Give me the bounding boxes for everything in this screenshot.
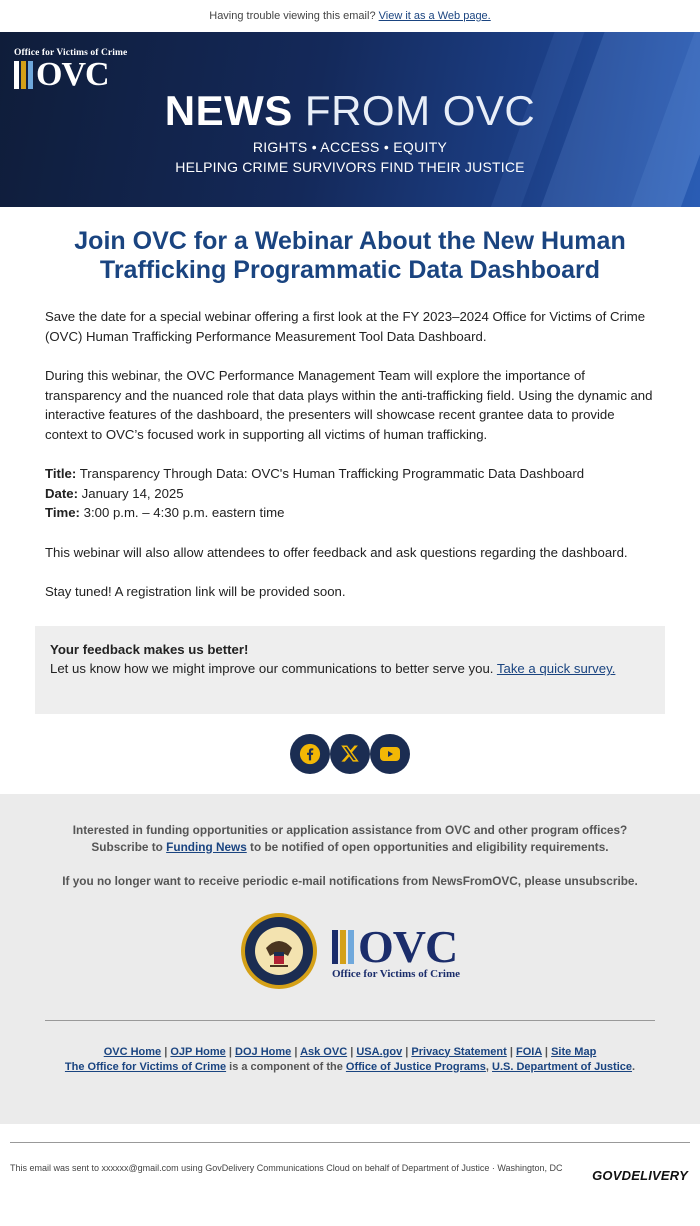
survey-link[interactable]: Take a quick survey. (496, 661, 616, 676)
link-site-map[interactable]: Site Map (551, 1045, 597, 1058)
youtube-icon[interactable] (370, 734, 410, 774)
link-foia[interactable]: FOIA (515, 1045, 542, 1058)
link-usa-gov[interactable]: USA.gov (356, 1045, 403, 1058)
funding-info (0, 822, 700, 856)
x-icon[interactable] (330, 734, 370, 774)
funding-news-link[interactable]: Funding News (166, 839, 247, 854)
article-paragraph-3: This webinar will also allow attendees to offer feedback and ask questions regarding the dashboard. (45, 544, 628, 560)
feedback-text: Let us know how we might improve our communications to better serve you. (50, 661, 494, 676)
footer-links: OVC Home | OJP Home | DOJ Home | Ask OVC | USA.gov | Privacy Statement | FOIA | Site Map The Office for Victims of Crime is a component of the Office of Justice Programs, U.S. Department of Justice. (64, 1045, 636, 1073)
funding-pre: Subscribe to (91, 839, 163, 854)
ovc-logo-text: OVC (36, 56, 109, 93)
article-paragraph-2: During this webinar, the OVC Performance Management Team will explore the importance of transparency and the nuanced role that data plays within the anti-trafficking field. Using the dynamic and interactive features of the dashboard, the presenters will showcase recent grantee data to provide context to OVC’s focused work in supporting all victims of human trafficking. (45, 368, 653, 442)
article-headline: Join OVC for a Webinar About the New Human Trafficking Programmatic Data Dashboard (74, 227, 626, 284)
ovc-bars-icon (14, 61, 33, 89)
title-label: Title: (45, 466, 77, 481)
link-ojp-home[interactable]: OJP Home (170, 1045, 226, 1058)
link-doj[interactable]: U.S. Department of Justice (492, 1060, 633, 1073)
footer-divider (45, 1020, 655, 1021)
feedback-heading: Your feedback makes us better! (50, 641, 249, 657)
date-label: Date: (45, 485, 78, 501)
time-label: Time: (45, 505, 80, 520)
tagline-mission: HELPING CRIME SURVIVORS FIND THEIR JUSTICE (175, 159, 525, 175)
ovc-logo-sub: Office for Victims of Crime (331, 967, 461, 980)
facebook-icon[interactable] (290, 734, 330, 774)
govdelivery-logo[interactable]: GOVDELIVERY (592, 1167, 688, 1183)
link-ovc-home[interactable]: OVC Home (103, 1045, 162, 1058)
title-bold: NEWS (164, 87, 293, 134)
article-paragraph-1: Save the date for a special webinar offering a first look at the FY 2023–2024 Office for Victims of Crime (OVC) Human Trafficking Performance Measurement Tool Data Dashboard. (45, 309, 646, 344)
webinar-date: January 14, 2025 (81, 485, 184, 501)
funding-post: to be notified of open opportunities and eligibility requirements. (250, 839, 609, 854)
unsubscribe-text[interactable]: If you no longer want to receive periodic e-mail notifications from NewsFromOVC, please unsubscribe. (62, 873, 638, 888)
link-doj-home[interactable]: DOJ Home (235, 1045, 292, 1058)
webinar-title: Transparency Through Data: OVC's Human Trafficking Programmatic Data Dashboard (79, 466, 585, 481)
component-text: is a component of the (229, 1060, 343, 1073)
bottom-divider (10, 1142, 690, 1143)
ovc-bars-large-icon (332, 930, 354, 964)
link-privacy[interactable]: Privacy Statement (411, 1045, 507, 1058)
ovc-logo-large[interactable] (331, 920, 461, 980)
social-links (0, 734, 700, 794)
webinar-time: 3:00 p.m. – 4:30 p.m. eastern time (83, 505, 285, 520)
ovc-logo-large-text: OVC (357, 920, 458, 972)
link-ovc-component[interactable]: The Office for Victims of Crime (64, 1060, 227, 1073)
footer (0, 794, 700, 1124)
feedback-box (35, 626, 665, 714)
govdelivery-footer (0, 1124, 700, 1194)
newsletter-title (0, 87, 700, 175)
article-paragraph-4: Stay tuned! A registration link will be provided soon. (45, 584, 346, 599)
sent-to-text: This email was sent to xxxxxx@gmail.com using GovDelivery Communications Cloud on behalf of Department of Justice · Washington, DC (10, 1162, 563, 1173)
trouble-viewing-bar (0, 0, 700, 32)
title-light: FROM OVC (304, 87, 536, 134)
agency-name: Office for Victims of Crime (14, 48, 128, 58)
trouble-viewing-text: Having trouble viewing this email? (209, 10, 376, 22)
link-ask-ovc[interactable]: Ask OVC (300, 1045, 348, 1058)
view-web-page-link[interactable]: View it as a Web page. (378, 10, 491, 22)
ovc-logo-small[interactable] (14, 48, 128, 93)
article-body (0, 207, 700, 602)
header-banner (0, 32, 700, 207)
webinar-details (45, 464, 655, 523)
funding-line-1: Interested in funding opportunities or application assistance from OVC and other program offices? (72, 822, 628, 837)
tagline-values: RIGHTS • ACCESS • EQUITY (252, 139, 448, 155)
link-ojp[interactable]: Office of Justice Programs (345, 1060, 486, 1073)
doj-seal-icon[interactable] (240, 912, 318, 995)
footer-logos (0, 914, 700, 994)
